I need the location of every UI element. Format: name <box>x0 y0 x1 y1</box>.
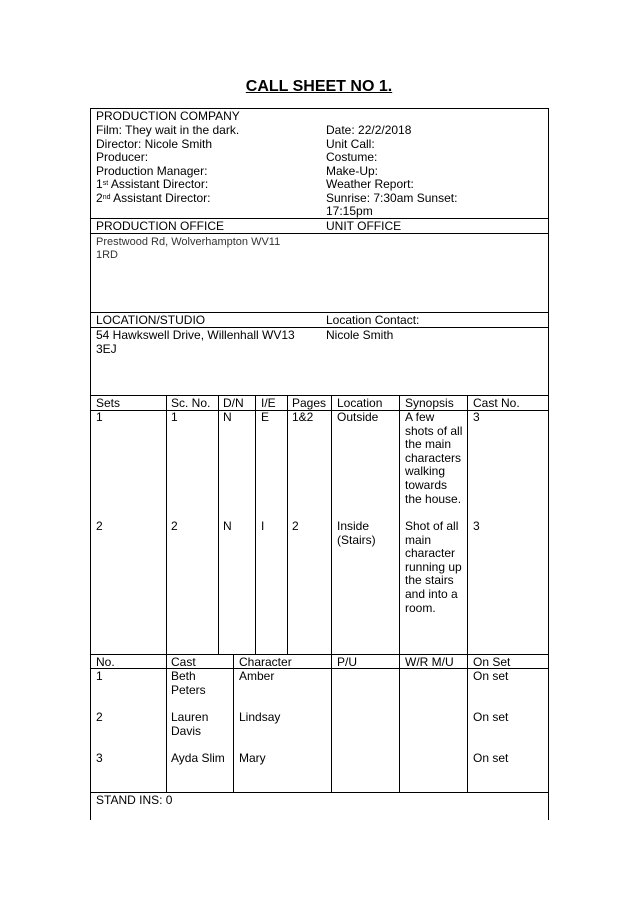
first-assistant-director: 1st Assistant Director: <box>96 177 209 191</box>
costume: Costume: <box>326 150 378 164</box>
cast-number: 1 <box>96 669 103 683</box>
col-header-wardrobe-makeup: W/R M/U <box>405 655 454 669</box>
cast-number: 3 <box>96 751 103 765</box>
scene-pages: 1&2 <box>292 410 314 424</box>
location-contact-name: Nicole Smith <box>326 328 394 342</box>
col-header-pages: Pages <box>292 396 327 410</box>
location-contact-heading: Location Contact: <box>326 313 420 327</box>
make-up: Make-Up: <box>326 164 379 178</box>
col-header-no: No. <box>96 655 115 669</box>
cast-on-set: On set <box>473 710 509 724</box>
cast-name: Lauren Davis <box>171 710 209 738</box>
scene-set: 2 <box>96 519 103 533</box>
col-header-day-night: D/N <box>223 396 244 410</box>
col-header-int-ext: I/E <box>261 396 276 410</box>
weather-report: Weather Report: <box>326 177 414 191</box>
cast-on-set: On set <box>473 751 509 765</box>
production-manager: Production Manager: <box>96 164 208 178</box>
scene-pages: 2 <box>292 519 299 533</box>
producer: Producer: <box>96 150 149 164</box>
col-header-cast: Cast <box>171 655 196 669</box>
unit-call: Unit Call: <box>326 137 375 151</box>
cast-character: Lindsay <box>239 710 281 724</box>
location-address: 54 Hawkswell Drive, Willenhall WV13 <box>96 328 295 342</box>
director: Director: Nicole Smith <box>96 137 213 151</box>
film-title: Film: They wait in the dark. <box>96 123 240 137</box>
production-company-heading: PRODUCTION COMPANY <box>96 109 240 123</box>
cast-character: Mary <box>239 751 266 765</box>
col-header-scene-no: Sc. No. <box>171 396 211 410</box>
scene-number: 2 <box>171 519 178 533</box>
scene-location: Inside (Stairs) <box>337 519 376 547</box>
cast-name: Beth Peters <box>171 669 206 697</box>
cast-number: 2 <box>96 710 103 724</box>
scene-cast-no: 3 <box>473 410 480 424</box>
col-header-on-set: On Set <box>473 655 511 669</box>
col-header-synopsis: Synopsis <box>405 396 454 410</box>
scene-synopsis: A few shots of all the main characters walking towards the house. <box>405 410 463 506</box>
production-office-address: Prestwood Rd, Wolverhampton WV11 <box>96 236 281 248</box>
unit-office-heading: UNIT OFFICE <box>326 219 402 233</box>
stand-ins: STAND INS: 0 <box>96 793 173 807</box>
cast-character: Amber <box>239 669 275 683</box>
production-office-heading: PRODUCTION OFFICE <box>96 219 224 233</box>
scene-int-ext: I <box>261 519 265 533</box>
scene-day-night: N <box>223 519 232 533</box>
col-header-pick-up: P/U <box>337 655 358 669</box>
col-header-location: Location <box>337 396 383 410</box>
scene-location: Outside <box>337 410 379 424</box>
second-assistant-director: 2nd Assistant Director: <box>96 191 211 205</box>
page-title: CALL SHEET NO 1. <box>245 78 393 95</box>
location-postcode: 3EJ <box>96 342 117 356</box>
col-header-cast-no: Cast No. <box>473 396 520 410</box>
col-header-sets: Sets <box>96 396 121 410</box>
scene-cast-no: 3 <box>473 519 480 533</box>
scene-number: 1 <box>171 410 178 424</box>
cast-on-set: On set <box>473 669 509 683</box>
scene-set: 1 <box>96 410 103 424</box>
sunrise-sunset: Sunrise: 7:30am Sunset: <box>326 191 458 205</box>
location-studio-heading: LOCATION/STUDIO <box>96 313 206 327</box>
scene-int-ext: E <box>261 410 270 424</box>
col-header-character: Character <box>239 655 292 669</box>
cast-name: Ayda Slim <box>171 751 225 765</box>
scene-day-night: N <box>223 410 232 424</box>
sunset-time: 17:15pm <box>326 204 373 218</box>
date: Date: 22/2/2018 <box>326 123 412 137</box>
scene-synopsis: Shot of all main character running up the stairs and into a room. <box>405 519 462 615</box>
production-office-postcode: 1RD <box>96 249 119 261</box>
